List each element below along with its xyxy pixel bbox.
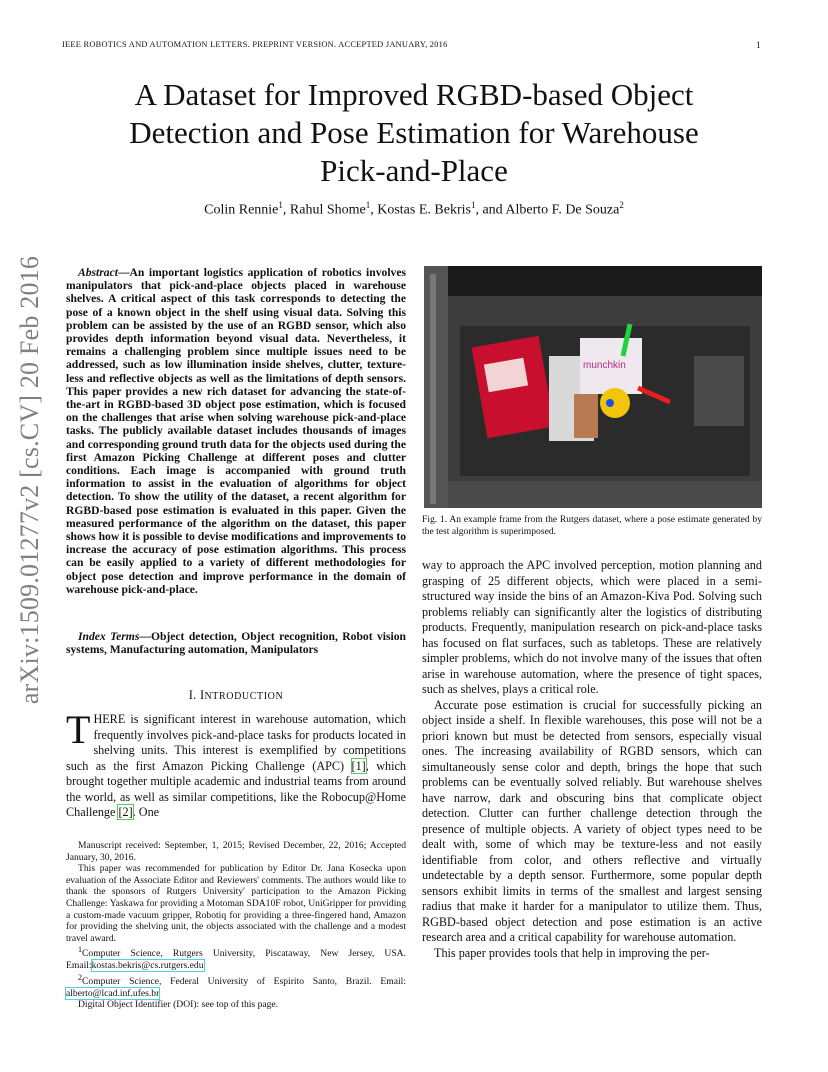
footnote-recommended: This paper was recommended for publication by Editor Dr. Jana Kosecka upon evaluation of the Associate Editor and Reviewers' comments. The authors would like to thank the sponsors of Rutgers University' participation to the Amazon Picking Challenge: Yaskawa for providing a Motoman SDA10F robot, UniGripper for providing a custom-made vacuum gripper, Robotiq for providing a three-fingered hand, Amazon for providing the shelving unit, the objects associated with the challenge and a modest travel award. xyxy=(66,863,406,944)
footnote-affiliation-2 xyxy=(66,972,406,999)
author-name: and Alberto F. De Souza xyxy=(482,202,620,218)
section-heading xyxy=(66,688,406,703)
pose-origin-marker xyxy=(606,399,614,407)
shelf-upright-edge xyxy=(430,274,436,504)
page-number: 1 xyxy=(756,40,761,50)
running-header: IEEE ROBOTICS AND AUTOMATION LETTERS. PREPRINT VERSION. ACCEPTED JANUARY, 2016 xyxy=(62,40,448,49)
arxiv-id: arXiv:1509.01277v2 [cs.CV] 20 Feb 2016 xyxy=(15,255,44,705)
citation-link[interactable]: [2] xyxy=(118,805,133,819)
shelf-floor xyxy=(448,481,762,508)
right-column-body xyxy=(422,558,762,961)
body-paragraph: Accurate pose estimation is crucial for successfully picking an object inside a shelf. In flexible warehouses, this pose will not be a priori known but must be detected from sensors, especially visual ones. The increasing availability of RGBD sensors, which can simultaneously sense color and depth, brings the hope that such problems can be eventually solved reliably. But warehouse shelves have narrow, dark and obscuring bins that complicate object detection. Clutter can further challenge detection through the presence of multiple objects. A variety of object types need to be dealt with, some of which may be texture-less and not easily identifiable from color, and others reflective and virtually undetectable by a depth sensor. Furthermore, some popular depth sensors exhibit limits in terms of the smallest and largest sensing radius that make it harder for a manipulator to utilize them. Thus, RGBD-based object detection and pose estimation is an active research area and a critical capability for warehouse automation. xyxy=(422,697,762,944)
author-name: Kostas E. Bekris xyxy=(377,202,471,218)
footnotes xyxy=(66,840,406,1011)
abstract-text: —An important logistics application of robotics involves manipulators that pick-and-place objects placed in warehouse shelves. A critical aspect of this task corresponds to detecting the pose of a known object in the shelf using visual data. Solving this problem can be assisted by the use of an RGBD sensor, which also provides depth information beyond visual data. Nevertheless, it remains a challenging problem since multiple issues need to be addressed, such as low illumination inside shelves, clutter, texture-less and reflective objects as well as the limitations of depth sensors. This paper provides a new rich dataset for advancing the state-of-the-art in RGBD-based 3D object pose estimation, which is focused on the challenges that arise when solving warehouse pick-and-place tasks. The publicly available dataset includes thousands of images and corresponding ground truth data for the objects used during the first Amazon Picking Challenge at different poses and clutter conditions. Each image is accompanied with ground truth information to assist in the evaluation of algorithms for object detection. To show the utility of the dataset, a recent algorithm for RGBD-based pose estimation is evaluated in this paper. Given the measured performance of the algorithm on the dataset, this paper shows how it is possible to devise modifications and improvements to increase the accuracy of pose estimation algorithms. This process can be easily applied to a variety of different methodologies for object pose detection and improve performance in the domain of warehouse pick-and-place. xyxy=(66,266,406,596)
title-line-2: Detection and Pose Estimation for Warehouse xyxy=(129,115,699,150)
munchkin-logo: munchkin xyxy=(583,360,626,371)
paper-title xyxy=(60,76,768,190)
figure-caption: Fig. 1. An example frame from the Rutgers dataset, where a pose estimate generated by the test algorithm is superimposed. xyxy=(422,514,762,537)
section-rest: NTRODUCTION xyxy=(204,691,284,702)
affiliation-mark: 1 xyxy=(470,200,476,210)
intro-text-2: , which brought together multiple academic and industrial teams from around the world, as well as similar competitions, like the Robocup@Home Challenge xyxy=(66,758,406,819)
yellow-duck-toy xyxy=(600,388,630,418)
figure-image xyxy=(424,266,762,508)
warehouse-shelf-picture xyxy=(424,266,762,508)
footnote-received: Manuscript received: September, 1, 2015; Revised December, 22, 2016; Accepted January, 30, 2016. xyxy=(66,840,406,863)
title-line-1: A Dataset for Improved RGBD-based Object xyxy=(134,77,694,112)
footnote-doi: Digital Object Identifier (DOI): see top of this page. xyxy=(78,999,279,1011)
affiliation-mark: 2 xyxy=(619,200,624,210)
email-link[interactable]: alberto@lcad.inf.ufes.br xyxy=(66,987,160,999)
section-number: I. xyxy=(188,688,197,702)
email-link[interactable]: kostas.bekris@cs.rutgers.edu xyxy=(91,960,204,972)
affiliation-text: Computer Science, Rutgers University, Piscataway, New Jersey, USA. Email: xyxy=(66,948,406,972)
shelf-top-shadow xyxy=(424,266,762,296)
intro-text-3: . One xyxy=(132,805,160,819)
body-paragraph: way to approach the APC involved perception, motion planning and grasping of 25 different objects, which were placed in a semi-structured way inside the bins of an Amazon-Kiva Pod. Solving such problems reliably can significantly alter the logistics of distributing products. Frequently, manipulation research on pick-and-place tasks has focused on flat surfaces, such as tabletops. These are relatively simpler problems, which do not involve many of the issues that often arise in warehouse automation, where the presence of tight spaces, such as shelves, plays a critical role. xyxy=(422,558,762,696)
affiliation-mark: 1 xyxy=(365,200,371,210)
title-line-3: Pick-and-Place xyxy=(320,153,508,188)
intro-lead: HERE xyxy=(93,712,126,726)
brown-box xyxy=(574,394,598,438)
intro-paragraph xyxy=(66,707,406,821)
intro-text-1: is significant interest in warehouse automation, which frequently involves pick-and-place tasks for products located in shelving units. This interest is exemplified by competitions such as the first Amazon Picking Challenge (APC) xyxy=(66,712,406,773)
affiliation-mark: 1 xyxy=(278,200,283,210)
body-paragraph: This paper provides tools that help in improving the per- xyxy=(434,945,710,960)
author-name: Rahul Shome xyxy=(289,202,366,218)
index-terms-label: Index Terms xyxy=(78,630,140,643)
footnote-affiliation-1 xyxy=(66,944,406,971)
affiliation-text: Computer Science, Federal University of Espirito Santo, Brazil. Email: xyxy=(82,975,406,987)
author-name: Colin Rennie xyxy=(204,202,279,218)
index-terms xyxy=(66,630,406,656)
shadow-region xyxy=(694,356,744,426)
arxiv-watermark xyxy=(12,255,48,705)
author-list: Colin Rennie$^1$, Rahul Shome$^1$, Kostas E. Bekris$^1$, and Alberto F. De Souza$^2$ xyxy=(204,200,624,218)
index-terms-text: —Object detection, Object recognition, Robot vision systems, Manufacturing automation, Manipulators xyxy=(66,630,406,657)
dropcap: T xyxy=(66,707,91,752)
footnote-mark: 1 xyxy=(78,945,82,955)
footnote-mark: 2 xyxy=(78,972,82,982)
section-cap: I xyxy=(200,688,205,702)
citation-link[interactable]: [1] xyxy=(351,758,366,773)
abstract-label: Abstract xyxy=(78,266,118,279)
abstract xyxy=(66,266,406,596)
